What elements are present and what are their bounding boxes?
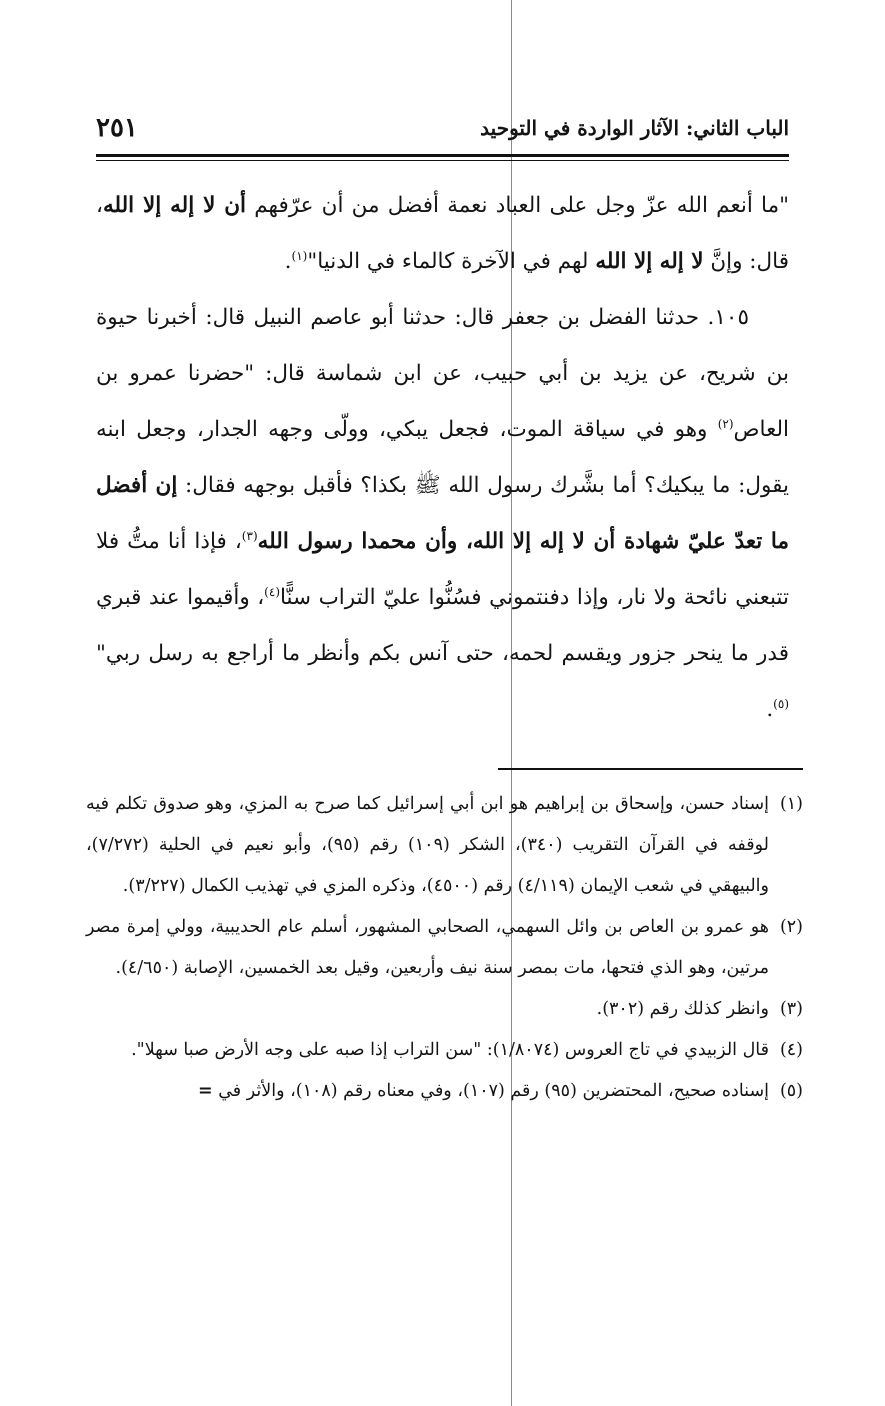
header-rule-thin	[96, 160, 789, 161]
footnote-number: (٤)	[779, 1040, 803, 1060]
footnote-number: (١)	[779, 794, 803, 814]
page-number: ٢٥١	[96, 113, 138, 143]
page-header	[96, 108, 789, 148]
footnotes	[86, 784, 803, 1112]
footnote-ref-5[interactable]: (٥)	[773, 696, 789, 711]
footnote-number: (٥)	[779, 1081, 803, 1101]
running-title: الباب الثاني: الآثار الواردة في التوحيد	[480, 116, 789, 140]
footnote-number: (٢)	[779, 917, 803, 937]
main-text	[96, 178, 789, 738]
header-rule-thick	[96, 154, 789, 157]
paragraph-105: ١٠٥. حدثنا الفضل بن جعفر قال: حدثنا أبو عاصم النبيل قال: أخبرنا حيوة بن شريح، عن يزيد بن أبي حبيب، عن ابن شماسة قال: "حضرنا عمرو بن العاص$^{(٢)}$ وهو في سياقة الموت، فجعل يبكي، وولّى وجهه الجدار، وجعل ابنه يقول: ما يبكيك؟ أما بشَّرك رسول الله ﷺ بكذا؟ فأقبل بوجهه فقال: إن أفضل ما تعدّ عليّ شهادة أن لا إله إلا الله، وأن محمدا رسول الله$^{(٣)}$، فإذا أنا متُّ فلا تتبعني نائحة ولا نار، وإذا دفنتموني فسُنُّوا عليّ التراب سنًّا$^{(٤)}$، وأقيموا عند قبري قدر ما ينحر جزور ويقسم لحمه، حتى آنس بكم وأنظر ما أراجع به رسل ربي"$^{(٥)}$.	[96, 305, 789, 722]
footnote-4: (٤)قال الزبيدي في تاج العروس (١/٨٠٧٤): "سن التراب إذا صبه على وجه الأرض صبا سهلا".	[86, 1030, 803, 1071]
continuation-mark: =	[197, 1081, 213, 1101]
paragraph-1: "ما أنعم الله عزّ وجل على العباد نعمة أفضل من أن عرّفهم أن لا إله إلا الله، قال: وإنَّ لا إله إلا الله لهم في الآخرة كالماء في الدنيا"$^{(١)}$.	[96, 193, 789, 274]
footnote-number: (٣)	[779, 999, 803, 1019]
footnote-ref-4[interactable]: (٤)	[264, 584, 280, 599]
footnote-3: (٣)وانظر كذلك رقم (٣٠٢).	[86, 989, 803, 1030]
footnote-ref-2[interactable]: (٢)	[717, 416, 734, 431]
footnote-5: (٥)إسناده صحيح، المحتضرين (٩٥) رقم (١٠٧)، وفي معناه رقم (١٠٨)، والأثر في =	[86, 1071, 803, 1112]
footnote-separator	[498, 768, 803, 770]
footnote-ref-1[interactable]: (١)	[291, 248, 308, 263]
footnote-1: (١)إسناد حسن، وإسحاق بن إبراهيم هو ابن أبي إسرائيل كما صرح به المزي، وهو صدوق تكلم فيه لوقفه في القرآن التقريب (٣٤٠)، الشكر (١٠٩) رقم (٩٥)، وأبو نعيم في الحلية (٧/٢٧٢)، والبيهقي في شعب الإيمان (٤/١١٩) رقم (٤٥٠٠)، وذكره المزي في تهذيب الكمال (٣/٢٢٧).	[86, 784, 803, 907]
footnote-ref-3[interactable]: (٣)	[241, 528, 258, 543]
footnote-2: (٢)هو عمرو بن العاص بن وائل السهمي، الصحابي المشهور، أسلم عام الحديبية، وولي إمرة مصر مرتين، وهو الذي فتحها، مات بمصر سنة نيف وأربعين، وقيل بعد الخمسين، الإصابة (٤/٦٥٠).	[86, 907, 803, 989]
